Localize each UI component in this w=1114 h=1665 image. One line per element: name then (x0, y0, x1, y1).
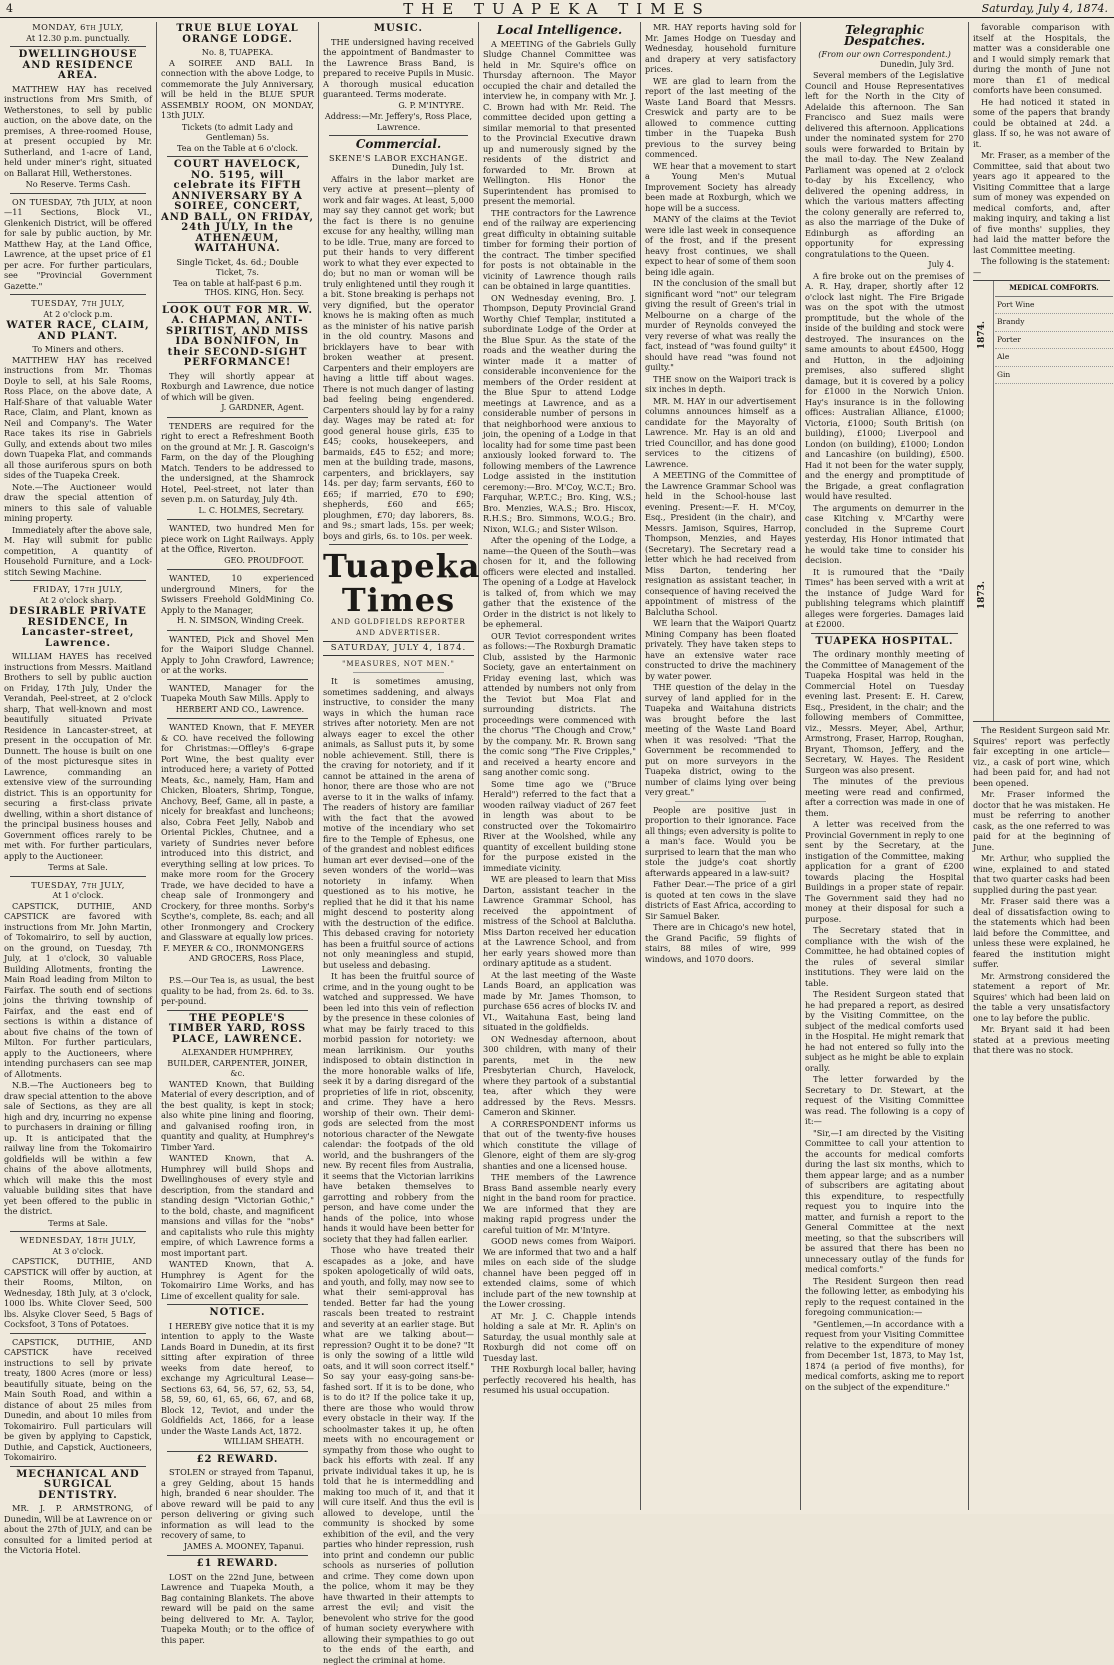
news-item: GOOD news comes from Waipori. We are informed that two and a half miles on each side of the sludge channel have been pegged off in extended claims, some of which include part of the new township at the Lower crossing. (483, 1236, 636, 1309)
page-header (0, 0, 1114, 18)
auction-body: CAPSTICK, DUTHIE, AND CAPSTICK have received instructions to sell by private treaty, 1800 Acres (more or less) beautifully situate, being on the Main South Road, and within a distance of about 25 miles from Dunedin, and about 10 miles from Tokomairiro. Full particulars will be given by applying to Capstick, Duthie, and Capstick, Auctioneers, Tokomairiro. (4, 1336, 152, 1462)
labor-exchange-title: SKENE'S LABOR EXCHANGE. (328, 152, 469, 163)
notice-body: I HEREBY give notice that it is my intention to apply to the Waste Lands Board in Dunedin, at its first sitting after expiration of three weeks from date hereof, to exchange my Agricultural Lease—Sections 63, 64, 56, 57, 62, 53, 54, 58, 59, 60, 61, 65, 66, 67, and 68, Block 12, Teviot, and under the Goldfields Act, 1866, for a lease under the Waste Lands Act, 1872. (161, 1320, 314, 1436)
news-item: THE members of the Lawrence Brass Band assemble nearly every night in the band room for practice. We are informed that they are making rapid progress under the careful tuition of Mr. M'Intyre. (483, 1172, 636, 1235)
news-item: WE are glad to learn from the report of the last meeting of the Waste Land Board that Messrs. Creswick and party are to be allowed to commence cutting timber in the Tuapeka Bush previous to the survey being commenced. (645, 75, 796, 159)
auction-terms: No Reserve. Terms Cash. (25, 179, 131, 189)
editorial-paragraph: It has been the fruitful source of crime, and in the young ought to be watched and suppressed. We have been led into this vein of reflection by the presence in these colonies of what may be fairly traced to this morbid passion for notoriety: we mean larrikinism. Our youths indisposed to obtain distinction in the more honorable walks of life, seek it by a daring disregard of the proprieties of life in riot, obscenity, and crime. They have a hero worship of their own. Their demi-gods are selected from the most notorious character of the Newgate calendar: the footpads of the old world, and the bushrangers of the new. By recent files from Australia, it seems that the Victorian larrikins have betaken themselves to garrotting and robbery from the person, and have come under the hands of the police, into whose hands it would have been better for society that they had fallen earlier. (323, 971, 474, 1244)
hospital-paragraph: "Gentlemen,—In accordance with a request from your Visiting Committee relative to the expenditure of money from December 1st, 1873, to May 1st, 1874 (a period of five months), for medical comforts, asking me to report on the subject of the expenditure." (805, 1318, 964, 1392)
news-item: A MEETING of the Committee of the Lawrence Grammar School was held in the School-house last evening. Present:—F. H. M'Coy, Esq., President (in the chair), and Messrs. Jamison, Squires, Harrop, Thompson, Menzies, and Hayes (Secretary). The Secretary read a letter which he had received from Miss Darton, tendering her resignation as assistant teacher, in consequence of having received the appointment of mistress of the Balclutha School. (645, 470, 796, 617)
hospital-heading: TUAPEKA HOSPITAL. (815, 635, 954, 647)
auction-date: FRIDAY, 17th JULY, (32, 584, 124, 594)
news-item: ON Wednesday afternoon, about 300 children, with many of their parents, met in the new Presbyterian Church, Havelock, where they partook of a substantial tea, after which they were addressed by the Revs. Messrs. Cameron and Skinner. (483, 1033, 636, 1117)
news-item: At the last meeting of the Waste Lands Board, an application was made by Mr. James Thomson, to purchase 656 acres of blocks IV. and VI., Waitahuna East, being land situated in the goldfields. (483, 969, 636, 1032)
court-havelock-title: COURT HAVELOCK, NO. 5195, will celebrate its FIFTH ANNIVERSARY BY A SOIREE, CONCERT, AND BALL, ON FRIDAY, 24th JULY, In the ATHENÆUM, WAITAHUNA. (161, 159, 314, 254)
news-item: Some time ago we ("Bruce Herald") referred to the fact that a wooden railway viaduct of 267 feet in length was about to be constructed over the Tokomairiro River at the Woolshed, while any quantity of excellent building stone for the purpose existed in the immediate vicinity. (483, 778, 636, 873)
meyer-body: WANTED Known, that F. MEYER & CO. have received the following for Christmas:—Offley's 6-grape Port Wine, the best quality ever introduced here; a variety of Potted Meats, &c., namely, Ham, Ham and Chicken, Bloaters, Shrimp, Tongue, Anchovy, Beef, Game, all in paste, a nicely for breakfast and luncheons; also, Cobra Feet Jelly, Nabob and Oriental Pickles, Chutnee, and a variety of Sundries never before introduced into this district, and everything selling at low prices. To make more room for the Grocery Trade, we have decided to have a cheap sale of Ironmongery and Crockery, for three months. Sorby's Scythe's, complete, 8s. each; and all other Ironmongery and Crockery and Glassware at equally low prices. (161, 722, 314, 942)
medical-comforts-statement-table (973, 280, 1110, 722)
lodge-tickets: Tickets (to admit Lady and Gentleman) 5s. (181, 121, 294, 142)
tenders-body: TENDERS are required for the right to erect a Refreshment Booth on the ground at Mr. J. R. Gascoign's Farm, on the day of the Ploughing Match. Tenders to be addressed to the undersigned, at the Shamrock Hotel, Peel-street, not later than seven p.m. on Saturday, July 4th. (161, 420, 314, 504)
divider (10, 46, 146, 47)
auction-subtitle: To Miners and others. (32, 344, 124, 354)
divider (10, 1333, 146, 1334)
wanted-signature: HERBERT AND CO., Lawrence. (175, 704, 304, 714)
news-item: THE contractors for the Lawrence end of the railway are experiencing great difficulty in obtaining suitable timber for forming their portion of the contract. The timber specified for posts is not obtainable in the vicinity of Lawrence though rails can be obtained in large quantities. (483, 207, 636, 291)
wanted-signature: H. N. SIMSON, Winding Creek. (176, 616, 304, 625)
auction-body: CAPSTICK, DUTHIE, AND CAPSTICK will offer by auction, at their Rooms, Milton, on Wednesday, 18th July, at 3 o'clock, 1000 lbs. White Clover Seed, 500 lbs. Alsyke Clover Seed, 5 Bags of Cocksfoot, 3 Tons of Potatoes. (4, 1256, 152, 1329)
wanted-body: WANTED, two hundred Men for piece work on Light Railways. Apply at the Office, Riverton. (161, 523, 314, 554)
auction-time: At 1 o'clock. (52, 890, 104, 900)
court-tea: Tea on table at half-past 6 p.m. (173, 277, 302, 288)
divider (10, 876, 146, 877)
auction-note: N.B.—The Auctioneers beg to draw special attention to the above sale of Sections, as they are all high and dry, incurring no expense to purchasers in draining or filling up. It is anticipated that the railway line from the Tokomairiro goldfields will be within a few chains of the above allotments, which will make this the most valuable building sites that have yet been offered to the public in the district. (4, 1080, 152, 1216)
divider (10, 580, 146, 581)
divider (167, 417, 308, 418)
masthead-title: Tuapeka Times (323, 547, 481, 619)
table-row: Porter (995, 332, 1113, 350)
column-notices (157, 22, 318, 1645)
news-item: OUR Teviot correspondent writes as follows:—The Roxburgh Dramatic Club, assisted by the Harmonic Society, gave an entertainment on Friday evening last, which was attended by numbers not only from the Teviot but Moa Flat and surrounding districts. The proceedings were commenced with the chorus "The Chough and Crow," by the company. Mr. R. Brown sang the comic song "The Five Cripples," and received a hearty encore and sang another comic song. (483, 630, 636, 777)
table-row: Port Wine (995, 297, 1113, 315)
news-item: THE Roxburgh local baller, having perfectly recovered his health, has resumed his usual occupation. (483, 1364, 636, 1395)
issue-date: Saturday, July 4, 1874. (981, 2, 1108, 15)
auction-body: MATTHEW HAY has received instructions from Mr. Thomas Doyle to sell, at his Sale Rooms, Ross Place, on the above date, A Half-Share of that valuable Water Race, Claim, and Plant, known as Neil and Company's. The Water Race takes its rise in Gabriels Gully, and extends about two miles down Tuapeka Flat, and commands all those auriferous spurs on both sides of the Tuapeka Creek. (4, 354, 152, 480)
hospital-paragraph: "Sir,—I am directed by the Visiting Committee to call your attention to the accounts for medical comforts during the last six months, which to them appear large; and as a number of subscribers are agitating about this expenditure, to respectfully request you to inquire into the matter, and furnish a report to the General Committee at the next meeting, so that the subscribers will be assured that there has been no unnecessary outlay of the funds for medical comforts." (805, 1127, 964, 1274)
table-row: Brandy (995, 314, 1113, 332)
labor-exchange-date: Dunedin, July 1st. (391, 163, 464, 172)
timber-yard-body: WANTED Known, that Building Material of every description, and of the best quality, is kept in stock; also white pine lining and flooring, and galvanised roofing iron, in quantity and quality, at Humphrey's Timber Yard. (161, 1078, 314, 1152)
news-item: ON Wednesday evening, Bro. J. Thompson, Deputy Provincial Grand Worthy Chief Templar, instituted a subordinate Lodge of the Order at the Blue Spur. As the state of the roads and the weather during the winter made it a matter of considerable inconvenience for the members of the Order resident at the Blue Spur to attend Lodge meetings at Lawrence, and as a considerable number of persons in that neighborhood were anxious to join, the opening of a Lodge in that locality had for some time past been anxiously looked forward to. The following members of the Lawrence Lodge assisted in the institution ceremony:—Bro. M'Coy, W.C.T.; Bro. Farquhar, W.P.T.C.; Bro. King, W.S.; Bro. Menzies, W.A.S.; Bro. Hiscox, R.H.S.; Bro. Simmons, W.O.G.; Bro. Nixon, W.I.G.; and Sister Wilson. (483, 292, 636, 534)
hospital-paragraph: Mr. Fraser informed the doctor that he was mistaken. He must be referring to another cask, as the one referred to was paid for at the beginning of June. (973, 789, 1110, 852)
news-item: MR. HAY reports having sold for Mr. James Hodge on Tuesday and Wednesday, household furniture and drapery at very satisfactory prices. (645, 22, 796, 74)
lodge-tea: Tea on the Table at 6 o'clock. (176, 142, 299, 153)
masthead-motto: "MEASURES, NOT MEN." (342, 659, 455, 668)
divider (167, 1010, 308, 1011)
divider (10, 294, 146, 295)
hospital-paragraph: The ordinary monthly meeting of the Committee of Management of the Tuapeka Hospital was held in the Commercial Hotel on Tuesday evening last. Present: E. H. Carew, Esq., President, in the chair; and the following members of Committee, viz., Messrs. Meyer, Abel, Arthur, Armstrong, Fraser, Harrop, Roughan, Bryant, Thomson, Jeffery, and the Secretary, W. Hayes. The Resident Surgeon was also present. (805, 649, 964, 775)
table-row: Ale (995, 349, 1113, 367)
column-auctions (0, 22, 156, 1555)
telegraphic-date: Dunedin, July 3rd. (880, 59, 954, 69)
notice-title: NOTICE. (209, 1307, 266, 1318)
divider (10, 193, 146, 194)
divider (167, 1555, 308, 1556)
news-item: THE snow on the Waipori track is six inches in depth. (645, 373, 796, 394)
hospital-paragraph: Mr. Bryant said it had been stated at a previous meeting that there was no stock. (973, 1024, 1110, 1055)
hospital-paragraph: The following is the statement:— (973, 256, 1110, 277)
local-intelligence-heading: Local Intelligence. (496, 23, 623, 37)
auction-title: DWELLINGHOUSE AND RESIDENCE AREA. (18, 49, 138, 81)
divider (10, 1231, 146, 1232)
masthead-subtitle: AND GOLDFIELDS REPORTER AND ADVERTISER. (331, 618, 466, 637)
telegraph-item: Several members of the Legislative Council and House Representatives left for the North in the City of Adelaide this afternoon. The San Francisco and Suez mails were delivered this afternoon. Applications under the nominated system for 270 souls were forwarded to Britain by the mail to-day. The New Zealand Parliament was opened at 2 o'clock to-day by his Excellency, who delivered the opening address, in which the various matters affecting the colony generally are referred to, as also the marriage of the Duke of Edinburgh as affording an opportunity for expressing congratulations to the Queen. (805, 70, 964, 259)
hospital-paragraph: He had noticed it stated in some of the papers that brandy could be obtained at 24d. a glass. If so, he was not aware of it. (973, 96, 1110, 149)
column-editorial (319, 22, 481, 1665)
telegraphic-heading: Telegraphic Despatches. (843, 23, 926, 48)
divider (167, 569, 308, 570)
hospital-paragraph: Mr. Fraser, as a member of the Committee, said that about two years ago it appeared to the Visiting Committee that a large sum of money was expended on medical comforts, and, after making inquiry, and taking a list of five months' supplies, they had laid the matter before the last Committee meeting. (973, 150, 1110, 255)
auction-date: TUESDAY, 7th JULY, (31, 298, 125, 308)
column-local-news (641, 22, 800, 1510)
hospital-paragraph: Mr. Arthur, who supplied the wine, explained to and stated that two quarter casks had been supplied during the past year. (973, 853, 1110, 895)
column-telegraphic (801, 22, 968, 1510)
news-item: People are positive just in proportion to their ignorance. Face all things; even adversity is polite to a man's face. Would you be surprised to learn that the man who stole the judge's coat shortly afterwards appeared in a law-suit? (645, 804, 796, 878)
page-number: 4 (6, 2, 13, 15)
news-item: WE learn that the Waipori Quartz Mining Company has been floated privately. They have taken steps to have an extensive water race constructed to drive the machinery by water power. (645, 618, 796, 681)
news-item: MANY of the claims at the Teviot were idle last week in consequence of the frost, and if the present heavy frost continues, we shall expect to hear of some of them soon being idle again. (645, 214, 796, 277)
news-item: WE are pleased to learn that Miss Darton, assistant teacher in the Lawrence Grammar School, has received the appointment of mistress of the School at Balclutha. Miss Darton received her education at the Lawrence School, and from her early years showed more than ordinary aptitude as a student. (483, 874, 636, 968)
news-item: A MEETING of the Gabriels Gully Sludge Channel Committee was held in Mr. Squire's office on Thursday afternoon. The Mayor occupied the chair and detailed the interview he, in company with Mr. J. C. Brown had with Mr. Reid. The committee decided upon getting a similar memorial to that presented to the Provincial Executive drawn up and numerously signed by the residents of the district and forwarded to Mr. Brown at Wellington. His Honor the Superintendent has promised to present the memorial. (483, 38, 636, 206)
auction-note: Note.—The Auctioneer would draw the special attention of miners to this sale of valuable mining property. (4, 481, 152, 523)
wanted-body: WANTED, 10 experienced underground Miners, for the Swissers Freehold GoldMining Co. Apply to the Manager, (161, 573, 314, 615)
hospital-paragraph: The letter forwarded by the Secretary to Dr. Stewart, at the request of the Visiting Committee was read. The following is a copy of it:— (805, 1074, 964, 1126)
divider (167, 519, 308, 520)
divider (167, 679, 308, 680)
auction-date: TUESDAY, 7th JULY, (31, 879, 125, 890)
news-item: THE question of the delay in the survey of land applied for in the Tuapeka and Waitahuna districts was brought before the last meeting of the Waste Land Board when it was resolved: "That the Government be recommended to put on more surveyors in the Tuapeka district, owing to the number of claims lying over being very great." (645, 682, 796, 797)
performance-title: LOOK OUT FOR MR. W. A. CHAPMAN, ANTI-SPIRITIST, AND MISS IDA BONNIFON, In their SECOND-SIGHT PERFORMANCE! (161, 304, 314, 368)
performance-signature: J. GARDNER, Agent. (221, 403, 304, 412)
divider (811, 633, 958, 634)
auction-title: DESIRABLE PRIVATE RESIDENCE, In Lancaster-street, Lawrence. (9, 606, 147, 649)
hospital-paragraph: Mr. Armstrong considered the statement a report of Mr. Squires' which had been laid on the table a very unsatisfactory one to lay before the public. (973, 970, 1110, 1023)
newspaper-running-title: THE TUAPEKA TIMES (403, 0, 711, 18)
news-item: AT Mr. J. C. Chapple intends holding a sale at Mr. R. Aplin's on Saturday, the usual monthly sale at Roxburgh did not come off on Tuesday last. (483, 1310, 636, 1363)
court-tickets: Single Ticket, 4s. 6d.; Double Ticket, 7s. (176, 256, 299, 277)
meyer-signature: F. MEYER & CO., IRONMONGERS AND GROCERS, Ross Place, Lawrence. (163, 943, 304, 974)
music-body: THE undersigned having received the appointment of Bandmaster to the Lawrence Brass Band, is prepared to receive Pupils in Music. A thorough musical education guaranteed. Terms moderate. (323, 36, 474, 99)
auction-note: Immediately after the above sale, M. Hay will submit for public competition, A quantity of Household Furniture, and a Lock-stitch Sewing Machine. (4, 524, 152, 577)
court-signature: THOS. KING, Hon. Secy. (204, 288, 304, 297)
meyer-postscript: P.S.—Our Tea is, as usual, the best quality to be had, from 2s. 6d. to 3s. per-pound. (161, 975, 314, 1006)
auction-time: At 2 o'clock p.m. (43, 308, 113, 319)
editorial-paragraph: Those who have treated their escapades as a joke, and have spoken apologetically of wild oats, and youth, and folly, may now see to what their semi-approval has tended. Better far had the young rascals been treated to restraint and severity at an earlier stage. But what are we talking about—repression? Ought it to be done? "It is only the sowing of a little wild oats, and it will soon correct itself." So say your easy-going sans-be-fashed sort. If it is to be done, who is to do it? If the police take it up, there are those who would throw every obstacle in their way. If the schoolmaster takes it up, he often meets with no encouragement or sympathy from those who ought to back his efforts with zeal. If any private individual takes it up, he is told that he is intermeddling and making too much of it, and that it will cure itself. And thus the evil is allowed to develope, until the community is shocked by some exhibition of the evil, and the very parties who hinder repression, rush into print and condemn our public schools as nurseries of pollution and crime. They come down upon the police, whom it may be they have thwarted in their attempts to arrest the evil; and visit the benevolent who strive for the good of human society everywhere with allowing their sympathies to go out to the ends of the earth, and neglect the criminal at home. (323, 1245, 474, 1665)
wanted-signature: GEO. PROUDFOOT. (224, 555, 304, 565)
divider (329, 544, 468, 545)
hospital-paragraph: The Resident Surgeon stated that he had prepared a report, as desired by the Visiting Committee, on the subject of the medical comforts used in the Hospital. He might remark that he had not entered so fully into the subject as he might be able to explain orally. (805, 989, 964, 1073)
news-item: Father Dear.—The price of a girl is quoted at ten cows in the slave districts of East Africa, according to Sir Samuel Baker. (645, 879, 796, 921)
music-title: MUSIC. (374, 23, 423, 34)
news-item: After the opening of the Lodge, a name—the Queen of the South—was chosen for it, and the following officers were elected and installed. The opening of a Lodge at Havelock is talked of, from which we may gather that the existence of the Order in the district is not likely to be ephemeral. (483, 535, 636, 629)
hospital-paragraph: The Resident Surgeon said Mr. Squires' report was perfectly fair excepting in one article—viz., a cask of port wine, which had been paid for, and had not been opened. (973, 725, 1110, 788)
telegraph-item: The arguments on demurrer in the case Kitching v. M'Carthy were concluded in the Supreme Court yesterday, His Honor intimated that he would take time to consider his decision. (805, 502, 964, 565)
auction-body: ON TUESDAY, 7th JULY, at noon—11 Sections, Block VI., Glenkenich District, will be offered for sale by public auction, by Mr. Matthew Hay, at the Land Office, Lawrence, at the upset price of £1 per acre. For further particulars, see "Provincial Government Gazette." (4, 196, 152, 291)
news-item: There are in Chicago's new hotel, the Grand Pacific, 59 flights of stairs, 88 miles of wire, 999 windows, and 1070 doors. (645, 922, 796, 964)
hospital-paragraph: The Resident Surgeon then read the following letter, as embodying his reply to the request contained in the foregoing communication:— (805, 1275, 964, 1317)
hospital-paragraph: The Secretary stated that in compliance with the wish of the Committee, he had obtained copies of the rules of several similar institutions. They were laid on the table. (805, 925, 964, 988)
commercial-heading: Commercial. (355, 137, 442, 151)
table-row-header: MEDICAL COMFORTS. (995, 281, 1113, 297)
hospital-paragraph: The minutes of the previous meeting were read and confirmed, after a correction was made in one of them. (805, 776, 964, 818)
auction-terms: Terms at Sale. (48, 1217, 108, 1228)
divider (353, 672, 444, 673)
wanted-body: WANTED, Manager for the Tuapeka Mouth Saw Mills. Apply to (161, 682, 314, 703)
divider (167, 718, 308, 719)
table-year-label: 1874. (977, 321, 987, 350)
divider (167, 1451, 308, 1452)
table-body (995, 281, 1113, 721)
hospital-paragraph: favorable comparison with itself at the Hospitals, the matter was a considerable one and I would simply remark that during the month of June not more than £1 of medical comforts have been consumed. (973, 22, 1110, 95)
column-hospital-continued (969, 22, 1114, 1510)
table-rows (995, 281, 1113, 384)
auction-body: CAPSTICK, DUTHIE, AND CAPSTICK are favored with instructions from Mr. John Martin, of Tokomairiro, to sell by auction, on the ground, on Tuesday, 7th July, at 1 o'clock, 30 valuable Building Allotments, fronting the Main Road leading from Milton to Fairfax. The south end of sections joins the thriving township of Fairfax, and the east end of sections is within a distance of about five chains of the town of Milton. For further particulars, apply to the Auctioneers, where intending purchasers can see map of Allotments. (4, 900, 152, 1079)
editorial-paragraph: It is sometimes amusing, sometimes saddening, and always instructive, to consider the many ways in which the human race strives after notoriety. Men are not always eager to excel the other animals, as Sallust puts it, by some noble achievement. Still, there is the craving for notoriety, and if it cannot be attained in the arena of honor, there are those who are not averse to it in the walks of infamy. The readers of history are familiar with the fact that the avowed motive of the incendiary who set fire to the Temple of Ephesus, one of the grandest and noblest edifices human art ever devised—one of the seven wonders of the world—was notoriety in infamy. When questioned as to his motive, he replied that he did it that his name might descend to posterity along with the destruction of the edifice. This debased craving for notoriety has been a fruitful source of actions not only meaningless and stupid, but useless and debasing. (323, 676, 474, 970)
reward-body: LOST on the 22nd June, between Lawrence and Tuapeka Mouth, a Bag containing Blankets. The above reward will be paid on the same being delivered to Mr. A. Taylor, Tuapeka Mouth; or to the office of this paper. (161, 1571, 314, 1645)
lodge-number: No. 8, TUAPEKA. (201, 47, 274, 57)
divider (167, 302, 308, 303)
hospital-paragraph: A letter was received from the Provincial Government in reply to one sent by the Secretary, at the instigation of the Committee, making application for a grant of £200 towards placing the Hospital Buildings in a proper state of repair. The Government said they had no money at their disposal for such a purpose. (805, 819, 964, 924)
divider (167, 630, 308, 631)
reward-body: STOLEN or strayed from Tapanui, a grey Gelding, about 15 hands high, branded 6 near shoulder. The above reward will be paid to any person delivering or giving such information as will lead to the recovery of same, to (161, 1467, 314, 1540)
dentistry-title: MECHANICAL AND SURGICAL DENTISTRY. (16, 1468, 140, 1501)
reward-title: £2 REWARD. (196, 1453, 279, 1465)
auction-time: At 12.30 p.m. punctually. (26, 32, 130, 43)
auction-time: At 2 o'clock sharp. (39, 594, 117, 605)
auction-body: WILLIAM HAYES has received instructions from Messrs. Maitland Brothers to sell by public auction on Friday, 17th July, Under the Verandah, Peel-street, at 2 o'clock sharp, That well-known and most beautifully situated Private Residence in Lancaster-street, at present in the occupation of Mr. Dunnett. The house is built on one of the most picturesque sites in Lawrence, commanding an extensive view of the surrounding district. This is an opportunity for securing a first-class private dwelling, within a short distance of the principal business houses and Government offices rarely to be met with. For further particulars, apply to the Auctioneer. (4, 651, 152, 861)
divider (10, 1466, 146, 1467)
music-address: Address:—Mr. Jeffery's, Ross Place, Lawrence. (324, 111, 473, 132)
news-item: A CORRESPONDENT informs us that out of the twenty-five houses which constitute the village of Glenore, eight of them are sly-grog shanties and one a licensed house. (483, 1118, 636, 1171)
auction-time: At 3 o'clock. (52, 1245, 104, 1256)
auction-title: WATER RACE, CLAIM, AND PLANT. (6, 320, 150, 342)
lodge-body: A SOIREE AND BALL In connection with the above Lodge, to commemorate the July Anniversary, will be held in the BLUE SPUR ASSEMBLY ROOM, ON MONDAY, 13th JULY. (161, 57, 314, 120)
timber-yard-body: WANTED Known, that A. Humphrey is Agent for the Tokomairiro Lime Works, and has Lime of excellent quality for sale. (161, 1259, 314, 1301)
dentistry-body: MR. J. P. ARMSTRONG, of Dunedin, Will be at Lawrence on or about the 27th of JULY, and can be consulted for a limited period at the Victoria Hotel. (4, 1503, 152, 1555)
divider (167, 156, 308, 157)
timber-yard-body: WANTED Known, that A. Humphrey will build Shops and Dwellinghouses of every style and description, from the standard and standing design "Victorian Gothic," to the bold, chaste, and magnificent mansions and villas for the "nobs" and capitalists who rule this mighty empire, of which Lawrence forms a most important part. (161, 1153, 314, 1258)
labor-exchange-body: Affairs in the labor market are very active at present—plenty of work and fair wages. At least, 5,000 may say they cannot get work; but the fact is there is no genuine excuse for any healthy, willing man to be idle. True, many are forced to put their hands to very different work to what they ever expected to do; but no man or woman will be truly enlightened until they rough it a bit. Stone breaking is perhaps not very dignified, but the operator knows he is making often as much as the minister of his native parish in the old country. Masons and bricklayers have to bear with broken weather at present. Carpenters and their employers are having a little tiff about wages. There is not much danger of lasting bad feeling being engendered. Carpenters should lay by for a rainy day. Wages may be rated at: for good general house girls, £35 to £45; cooks, housekeepers, and barmaids, £45 to £52; and more; men at the building trade, masons, carpenters, and bricklayers, say 14s. per day; farm servants, £60 to £65; if married, £70 to £90; shepherds, £60 and £65; ploughmen, £70; day laborers, 8s. and 9s.; smart lads, 15s. per week; boys and girls, 6s. to 10s. per week. (323, 173, 474, 541)
table-rule (993, 281, 994, 721)
timber-yard-title: THE PEOPLE'S TIMBER YARD, ROSS PLACE, LAWRENCE. (168, 1012, 307, 1045)
news-item: MR. M. HAY in our advertisement columns announces himself as a candidate for the Mayoralty of Lawrence. Mr. Hay is an old and tried Councillor, and has done good services to the citizens of Lawrence. (645, 395, 796, 469)
divider (167, 1304, 308, 1305)
hospital-paragraph: Mr. Fraser said there was a deal of dissatisfaction owing to the statements which had been laid before the Committee, and unless these were explained, he feared the institution might suffer. (973, 896, 1110, 969)
auction-date: WEDNESDAY, 18th JULY, (19, 1235, 137, 1245)
reward-title: £1 REWARD. (196, 1558, 279, 1569)
performance-body: They will shortly appear at Roxburgh and Lawrence, due notice of which will be given. (161, 370, 314, 402)
music-signature: G. P. M'INTYRE. (398, 100, 464, 110)
auction-body: MATTHEW HAY has received instructions from Mrs Smith, of Wetherstones, to sell by public auction, on the above date, on the premises, A three-roomed House, at present occupied by Mr. Sutherland, and 1-acre of Land, held under miner's right, situated on Ballarat Hill, Wetherstones. (4, 83, 152, 178)
notice-signature: WILLIAM SHEATH. (223, 1437, 304, 1446)
news-item: IN the conclusion of the small but significant word "not" our telegram giving the result of Green's trial in Melbourne on a charge of the murder of Reynolds conveyed the very reverse of what was really the fact, instead of "was found guilty" it should have read "was found not guilty." (645, 278, 796, 372)
news-item: WE hear that a movement to start a Young Men's Mutual Improvement Society has already been made at Roxburgh, which we hope will be a success. (645, 160, 796, 213)
lodge-title: TRUE BLUE LOYAL ORANGE LODGE. (176, 23, 299, 45)
editorial-dateline: SATURDAY, JULY 4, 1874. (323, 641, 474, 656)
wanted-body: WANTED, Pick and Shovel Men for the Waipori Sludge Channel. Apply to John Crawford, Lawrence; or at the works. (161, 633, 314, 675)
auction-terms: Terms at Sale. (48, 862, 108, 872)
table-year-label: 1873. (977, 581, 987, 610)
divider (675, 801, 766, 802)
telegraphic-subheading: (From our own Correspondent.) (818, 49, 951, 59)
reward-signature: JAMES A. MOONEY, Tapanui. (183, 1541, 304, 1551)
column-local-intelligence (479, 22, 640, 1510)
tenders-signature: L. C. HOLMES, Secretary. (198, 505, 304, 515)
telegraph-item: It is rumoured that the "Daily Times" has been served with a writ at the instance of Judge Ward for publishing telegrams which plaintiff alleges were forgeries. Damages laid at £2000. (805, 566, 964, 629)
divider (329, 135, 468, 136)
timber-yard-owner: ALEXANDER HUMPHREY, BUILDER, CARPENTER, JOINER, &c. (167, 1047, 308, 1078)
table-row: Gin (995, 367, 1113, 385)
telegraphic-date: July 4. (928, 260, 954, 269)
telegraph-item: A fire broke out on the premises of A. R. Hay, draper, shortly after 12 o'clock last night. The Fire Brigade was on the spot with the utmost promptitude, but the whole of the inside of the building and stock were destroyed. The insurances on the same amounts to about £4500, Hogg and Hutton, in the adjoining premises, also suffered slight damage, but it is covered by a policy for £1000 in the Norwich Union. Hay's insurance is in the following offices: Australian Alliance, £1000; Victoria, £1000; South British (on building), £1000; Liverpool and London (on building), £1000; London and Lancashire (on building), £500. Had it not been for the water supply, and the energy and promptitude of the Brigade, a great conflagration would have resulted. (805, 270, 964, 501)
auction-date: MONDAY, 6th JULY, (32, 22, 124, 32)
